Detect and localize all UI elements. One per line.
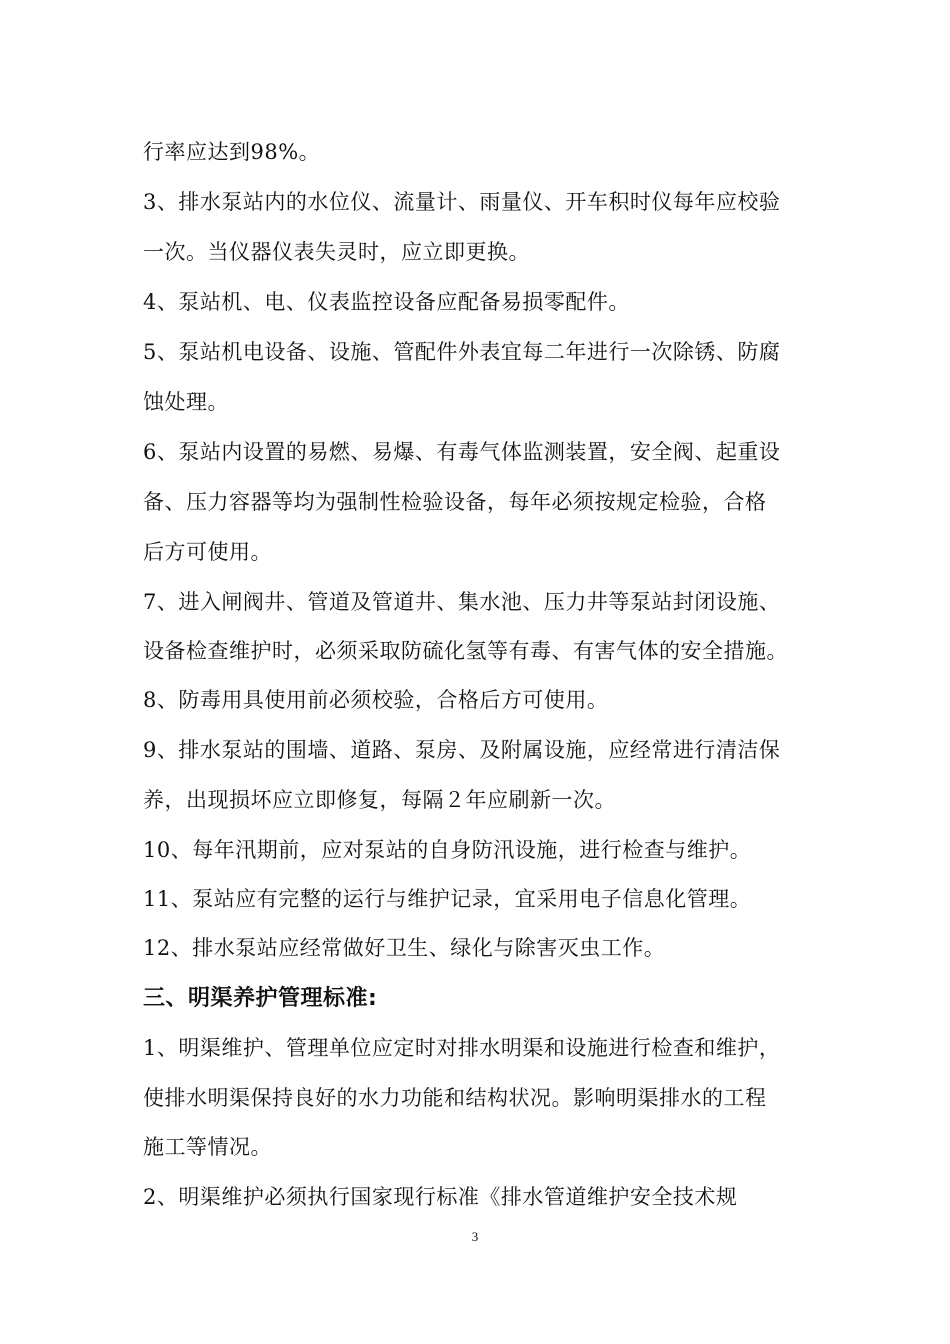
text-line: 3、排水泵站内的水位仪、流量计、雨量仪、开车积时仪每年应校验 xyxy=(143,190,781,214)
text-line: 11、泵站应有完整的运行与维护记录，宜采用电子信息化管理。 xyxy=(143,887,752,911)
text-line: 设备检查维护时，必须采取防硫化氢等有毒、有害气体的安全措施。 xyxy=(143,639,788,663)
text-line: 施工等情况。 xyxy=(143,1135,272,1159)
text-line: 一次。当仪器仪表失灵时，应立即更换。 xyxy=(143,240,530,264)
text-line: 养，出现损坏应立即修复，每隔２年应刷新一次。 xyxy=(143,788,616,812)
text-line: 6、泵站内设置的易燃、易爆、有毒气体监测装置，安全阀、起重设 xyxy=(143,440,781,464)
text-line: 2、明渠维护必须执行国家现行标准《排水管道维护安全技术规 xyxy=(143,1185,738,1209)
section-heading: 三、明渠养护管理标准: xyxy=(143,986,378,1011)
text-line: 使排水明渠保持良好的水力功能和结构状况。影响明渠排水的工程 xyxy=(143,1086,767,1110)
text-line: 9、排水泵站的围墙、道路、泵房、及附属设施，应经常进行清洁保 xyxy=(143,738,781,762)
text-line: 10、每年汛期前，应对泵站的自身防汛设施，进行检查与维护。 xyxy=(143,838,752,862)
text-line: 5、泵站机电设备、设施、管配件外表宜每二年进行一次除锈、防腐 xyxy=(143,340,781,364)
text-line: 12、排水泵站应经常做好卫生、绿化与除害灭虫工作。 xyxy=(143,936,666,960)
text-line: 后方可使用。 xyxy=(143,540,272,564)
text-line: 4、泵站机、电、仪表监控设备应配备易损零配件。 xyxy=(143,290,630,314)
text-line: 行率应达到98%。 xyxy=(143,140,321,164)
page-number: 3 xyxy=(471,1229,479,1244)
text-line: 7、进入闸阀井、管道及管道井、集水池、压力井等泵站封闭设施、 xyxy=(143,590,781,614)
text-line: 1、明渠维护、管理单位应定时对排水明渠和设施进行检查和维护， xyxy=(143,1036,781,1060)
text-line: 蚀处理。 xyxy=(143,390,229,414)
text-line: 备、压力容器等均为强制性检验设备，每年必须按规定检验，合格 xyxy=(143,490,767,514)
text-line: 8、防毒用具使用前必须校验，合格后方可使用。 xyxy=(143,688,609,712)
